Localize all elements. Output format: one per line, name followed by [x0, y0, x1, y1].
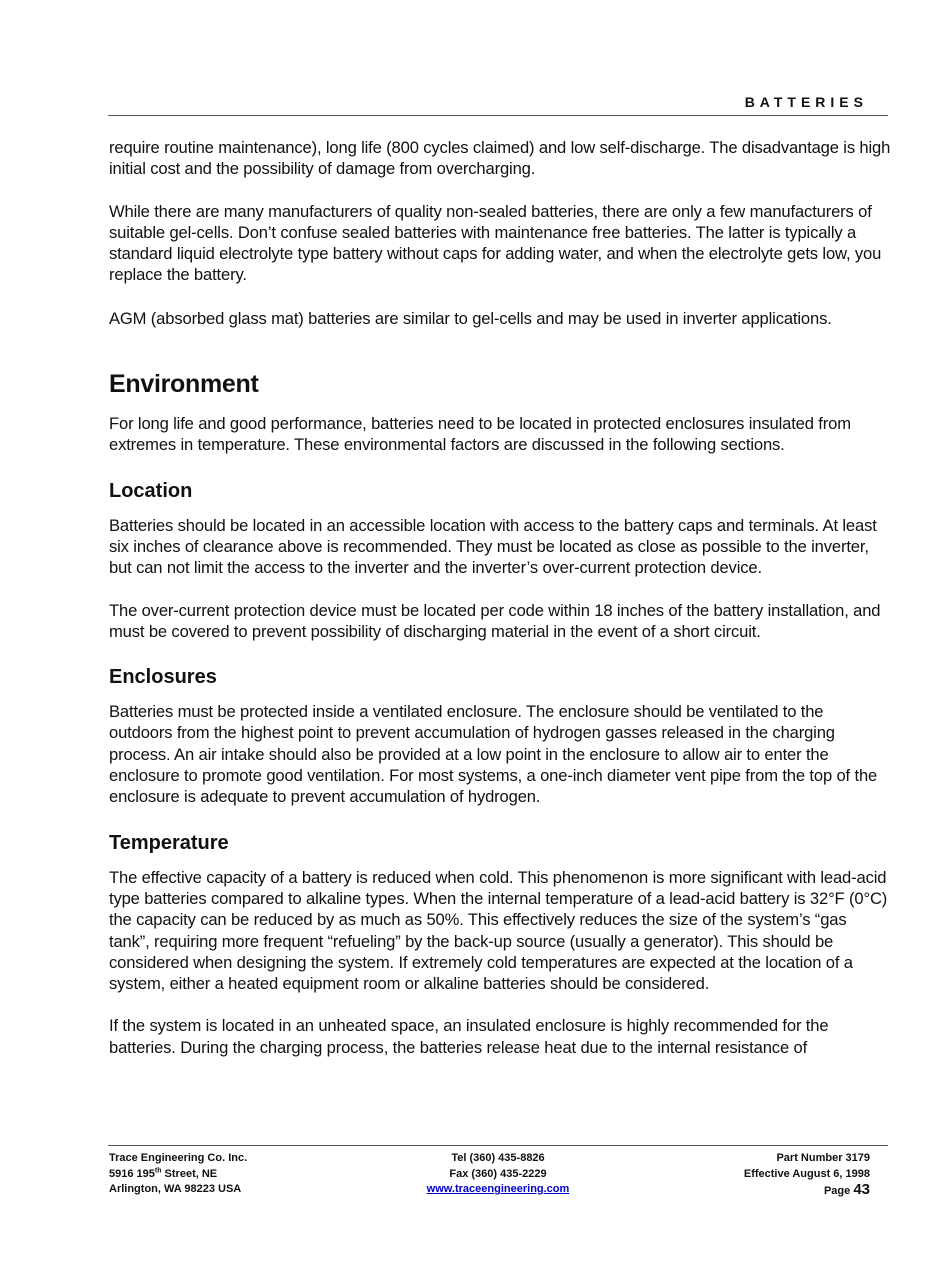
footer-company: Trace Engineering Co. Inc. [109, 1152, 248, 1164]
paragraph: For long life and good performance, batteries need to be located in protected enclosures insulated from extremes in temperature. These environmental factors are discussed in the following sections. [109, 414, 851, 455]
page-content [109, 137, 891, 1058]
paragraph: AGM (absorbed glass mat) batteries are similar to gel-cells and may be used in inverter applications. [109, 308, 832, 328]
subsection-heading-temperature: Temperature [109, 831, 229, 854]
footer-street-suffix: th [154, 1166, 162, 1174]
paragraph: The over-current protection device must be located per code within 18 inches of the battery installation, and must be covered to prevent possibility of discharging material in the event of a short circuit. [109, 600, 881, 641]
footer-page-label: Page [823, 1185, 851, 1197]
footer-page [744, 1182, 870, 1200]
paragraph: Batteries must be protected inside a ventilated enclosure. The enclosure should be ventilated to the outdoors from the highest point to prevent accumulation of hydrogen gasses released in the charging process. An air intake should also be provided at a low point in the enclosure to allow air to enter the enclosure to promote good ventilation. For most systems, a one-inch diameter vent pipe from the top of the enclosure is adequate to prevent accumulation of hydrogen. [109, 702, 878, 807]
footer-effective-date: Effective August 6, 1998 [743, 1167, 870, 1180]
paragraph: The effective capacity of a battery is reduced when cold. This phenomenon is more significant with lead-acid type batteries compared to alkaline types. When the internal temperature of a lead-acid battery is 32°F (0°C) the capacity can be reduced by as much as 50%. This effectively reduces the size of the system’s “gas tank”, requiring more frequent “refueling” by the back-up source (usually a generator). This should be considered when designing the system. If extremely cold temperatures are expected at the location of a system, either a heated equipment room or alkaline batteries should be considered. [109, 867, 888, 994]
footer-fax: Fax (360) 435-2229 [449, 1167, 547, 1180]
footer-website-link[interactable]: www.traceengineering.com [426, 1183, 570, 1195]
section-heading-environment: Environment [109, 370, 259, 399]
page-footer [108, 1145, 888, 1206]
paragraph: Batteries should be located in an accessible location with access to the battery caps and terminals. At least six inches of clearance above is recommended. They must be located as close as possible to the inverter, but can not limit the access to the inverter and the inverter’s over-current protection device. [109, 515, 877, 578]
paragraph: require routine maintenance), long life (800 cycles claimed) and low self-discharge. The disadvantage is high initial cost and the possibility of damage from overcharging. [109, 138, 891, 179]
footer-city: Arlington, WA 98223 USA [109, 1183, 242, 1195]
subsection-heading-enclosures: Enclosures [109, 666, 217, 689]
footer-part-number: Part Number 3179 [776, 1152, 870, 1164]
footer-street-name: Street, NE [161, 1167, 218, 1180]
subsection-heading-location: Location [109, 479, 193, 502]
footer-doc-info [744, 1151, 870, 1200]
paragraph: If the system is located in an unheated space, an insulated enclosure is highly recommended for the batteries. During the charging process, the batteries release heat due to the internal resistance of [109, 1016, 829, 1057]
running-header: BATTERIES [108, 94, 888, 116]
paragraph: While there are many manufacturers of quality non-sealed batteries, there are only a few manufacturers of suitable gel-cells. Don’t confuse sealed batteries with maintenance free batteries. The latter is typically a standard liquid electrolyte type battery without caps for adding water, and when the electrolyte gets low, you replace the battery. [109, 201, 882, 285]
footer-street-number: 5916 195 [109, 1167, 155, 1180]
footer-page-number: 43 [853, 1181, 870, 1198]
footer-tel: Tel (360) 435-8826 [451, 1152, 545, 1164]
